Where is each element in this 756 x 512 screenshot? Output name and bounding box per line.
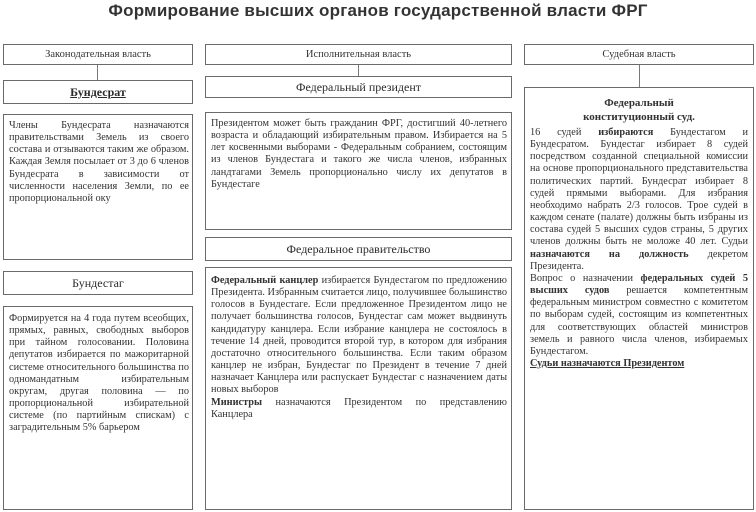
court-final-line: Судьи назначаются Президентом [530, 357, 685, 369]
constitutional-court-heading [530, 96, 748, 124]
judicial-branch-header: Судебная власть [524, 44, 754, 65]
connector-line [639, 65, 640, 87]
court-question-text: Вопрос о назначении [530, 272, 633, 284]
president-text: Президентом может быть гражданин ФРГ, достигший 40-летнего возраста и обладающий избирательным правом. Избирается на 5 лет косвенными выборами - Федеральным собранием, состоящим из членов Бундестага и такого же числа членов, избранных ландтагами Земель пропорционально числу их депутатов в Бундестаге [211, 118, 507, 190]
court-elected-word: избираются [598, 127, 654, 138]
chancellor-label: Федеральный канцлер [211, 275, 319, 286]
chancellor-text: избирается Бундестагом по предложению Президента. Избранным считается лицо, получившее большинство голосов в Бундестаге. Если предложенное Президентом лицо не получает большинства голосов, Бундестаг сам может выдвинуть кандидатуру канцлера. Если избрание канцлера не состоялось в течение 14 дней, проводится второй тур, в котором для избрания достаточно относительного большинства. Если таким образом канцлер не избран, Бундестаг по Президент в течение 7 дней назначает Канцлера или распускает Бундестаг с назначением даты новых выборов [211, 275, 507, 396]
court-judges-count: 16 судей [530, 127, 582, 138]
bundesrat-heading: Бундесрат [3, 80, 193, 104]
bundesrat-text: Члены Бундесрата назначаются правительствами Земель из своего состава и отзываются таким же образом. Каждая Земля посылает от 3 до 6 членов Бундесрата в зависимости от численности населения Земли, по ее пропорциональной оку [9, 120, 189, 204]
government-heading: Федеральное правительство [205, 237, 512, 261]
government-text [211, 275, 507, 508]
page-title: Формирование высших органов государственной власти ФРГ [108, 1, 648, 20]
court-position-word: на должность [608, 248, 689, 260]
court-heading-line1: Федеральный [604, 97, 674, 109]
executive-branch-header: Исполнительная власть [205, 44, 512, 65]
court-federal-judges: федеральных судей 5 высших судов [530, 272, 748, 297]
ministers-label: Министры [211, 396, 263, 408]
bundestag-text: Формируется на 4 года путем всеобщих, прямых, равных, свободных выборов при тайном голосовании. Половина депутатов избирается по мажоритарной системе относительного большинства по одномандатным избирательным округам, другая половина — по пропорциональной избирательной системе (по партийным спискам) с заградительным 5% барьером [9, 313, 189, 434]
connector-line [358, 65, 359, 76]
court-election-text: Бундестагом и Бундесратом. Бундестаг избирает 8 судей посредством созданной специальной комиссии на основе пропорционального представительства политических партий. Бундесрат избирает 8 судей прямыми выборами. Для избрания необходимо набрать 2/3 голосов. Трое судей в каждом сенате (палате) должны быть избраны из состава судей 5 высших судов страны, 5 других членов должны быть не моложе 40 лет. Судьи [530, 127, 748, 248]
connector-line [97, 65, 98, 81]
court-appointed-word: назначаются [530, 248, 590, 260]
legislative-branch-header: Законодательная власть [3, 44, 193, 65]
court-decree-text: декретом Президента. [530, 248, 748, 272]
ministers-text: назначаются Президентом по представлению Канцлера [211, 396, 507, 420]
president-heading: Федеральный президент [205, 76, 512, 98]
court-minister-text: решается компетентным федеральным министром совместно с комитетом по выборам судей, состоящим из компетентных для соответствующих областей министров земель и равного числа членов, избираемых Бундестагом. [530, 285, 748, 357]
court-heading-line2: конституционный суд. [583, 111, 695, 123]
bundestag-heading: Бундестаг [3, 271, 193, 295]
constitutional-court-text [530, 127, 748, 507]
